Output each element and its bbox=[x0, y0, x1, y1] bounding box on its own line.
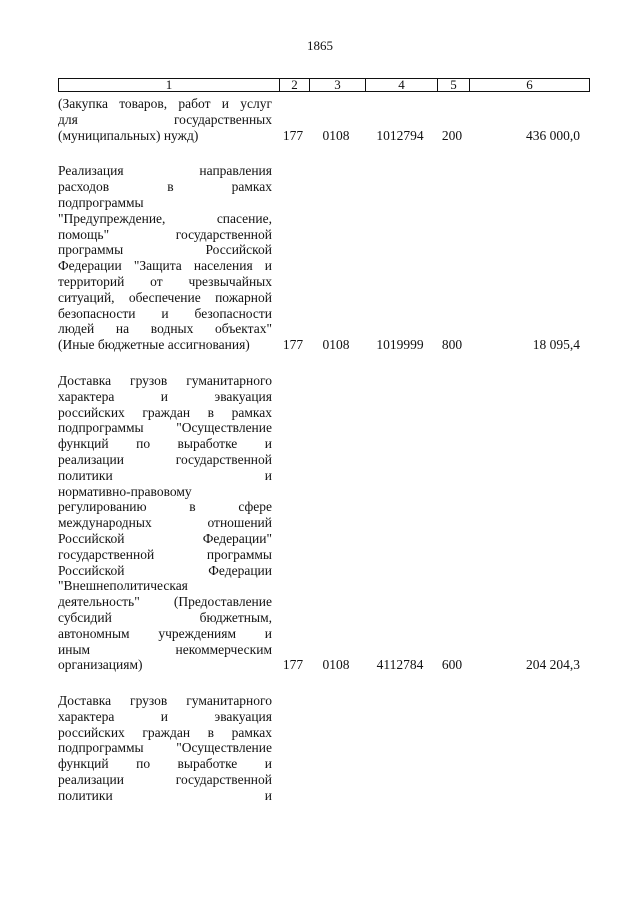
description-line: функций по выработке и bbox=[58, 756, 272, 772]
row-description bbox=[58, 163, 278, 353]
description-line: субсидий бюджетным, bbox=[58, 609, 272, 625]
description-line: безопасности и безопасности bbox=[58, 305, 272, 321]
description-line: Реализация направления bbox=[58, 163, 272, 179]
table-row bbox=[58, 96, 588, 143]
row-description bbox=[58, 693, 278, 804]
description-line: (Иные бюджетные ассигнования) bbox=[58, 337, 250, 353]
description-line: организациям) bbox=[58, 657, 143, 673]
table-header-row bbox=[58, 78, 590, 92]
description-line: людей на водных объектах" bbox=[58, 321, 272, 337]
cell-amount: 436 000,0 bbox=[526, 127, 580, 143]
description-line: международных отношений bbox=[58, 515, 272, 531]
description-line: политики и bbox=[58, 787, 272, 803]
description-line: функций по выработке и bbox=[58, 436, 272, 452]
description-line: Доставка грузов гуманитарного bbox=[58, 372, 272, 388]
description-line: российских граждан в рамках bbox=[58, 404, 272, 420]
table-row bbox=[58, 373, 588, 673]
description-line: российских граждан в рамках bbox=[58, 724, 272, 740]
description-line: (муниципальных) нужд) bbox=[58, 127, 199, 143]
description-line: "Внешнеполитическая bbox=[58, 578, 188, 594]
description-line: помощь" государственной bbox=[58, 226, 272, 242]
header-col-1: 1 bbox=[165, 77, 173, 92]
description-line: Российской Федерации bbox=[58, 562, 272, 578]
description-line: характера и эвакуация bbox=[58, 388, 272, 404]
page-number: 1865 bbox=[307, 38, 333, 53]
cell-col3: 0108 bbox=[322, 337, 350, 353]
description-line: государственной программы bbox=[58, 546, 272, 562]
description-line: территорий от чрезвычайных bbox=[58, 273, 272, 289]
description-line: характера и эвакуация bbox=[58, 708, 272, 724]
row-description bbox=[58, 373, 278, 673]
row-description bbox=[58, 96, 278, 143]
description-line: программы Российской bbox=[58, 242, 272, 258]
header-col-5: 5 bbox=[437, 79, 469, 91]
cell-col5: 200 bbox=[441, 127, 463, 143]
cell-col2: 177 bbox=[282, 127, 304, 143]
cell-col4: 1012794 bbox=[376, 127, 424, 143]
table-row bbox=[58, 693, 588, 804]
cell-amount: 18 095,4 bbox=[532, 337, 580, 353]
header-col-6: 6 bbox=[469, 79, 589, 91]
header-col-2: 2 bbox=[279, 79, 309, 91]
description-line: регулированию в сфере bbox=[58, 499, 272, 515]
cell-col5: 800 bbox=[441, 337, 463, 353]
cell-col2: 177 bbox=[282, 657, 304, 673]
description-line: автономным учреждениям и bbox=[58, 625, 272, 641]
description-line: деятельность" (Предоставление bbox=[58, 594, 272, 610]
description-line: расходов в рамках bbox=[58, 179, 272, 195]
cell-col2: 177 bbox=[282, 337, 304, 353]
description-line: подпрограммы "Осуществление bbox=[58, 740, 272, 756]
description-line: для государственных bbox=[58, 111, 272, 127]
cell-col4: 4112784 bbox=[376, 657, 424, 673]
description-line: реализации государственной bbox=[58, 451, 272, 467]
description-line: Доставка грузов гуманитарного bbox=[58, 693, 272, 709]
description-line: подпрограммы "Осуществление bbox=[58, 420, 272, 436]
description-line: "Предупреждение, спасение, bbox=[58, 210, 272, 226]
cell-col3: 0108 bbox=[322, 127, 350, 143]
description-line: реализации государственной bbox=[58, 772, 272, 788]
description-line: Федерации "Защита населения и bbox=[58, 258, 272, 274]
cell-col4: 1019999 bbox=[376, 337, 424, 353]
cell-col5: 600 bbox=[441, 657, 463, 673]
table-row bbox=[58, 163, 588, 353]
description-line: (Закупка товаров, работ и услуг bbox=[58, 96, 272, 111]
description-line: нормативно-правовому bbox=[58, 483, 192, 499]
cell-amount: 204 204,3 bbox=[526, 657, 580, 673]
description-line: политики и bbox=[58, 467, 272, 483]
description-line: Российской Федерации" bbox=[58, 530, 272, 546]
description-line: ситуаций, обеспечение пожарной bbox=[58, 289, 272, 305]
header-col-3: 3 bbox=[309, 79, 365, 91]
cell-col3: 0108 bbox=[322, 657, 350, 673]
description-line: иным некоммерческим bbox=[58, 641, 272, 657]
table-body bbox=[58, 96, 588, 804]
description-line: подпрограммы bbox=[58, 194, 144, 210]
header-col-4: 4 bbox=[365, 79, 437, 91]
